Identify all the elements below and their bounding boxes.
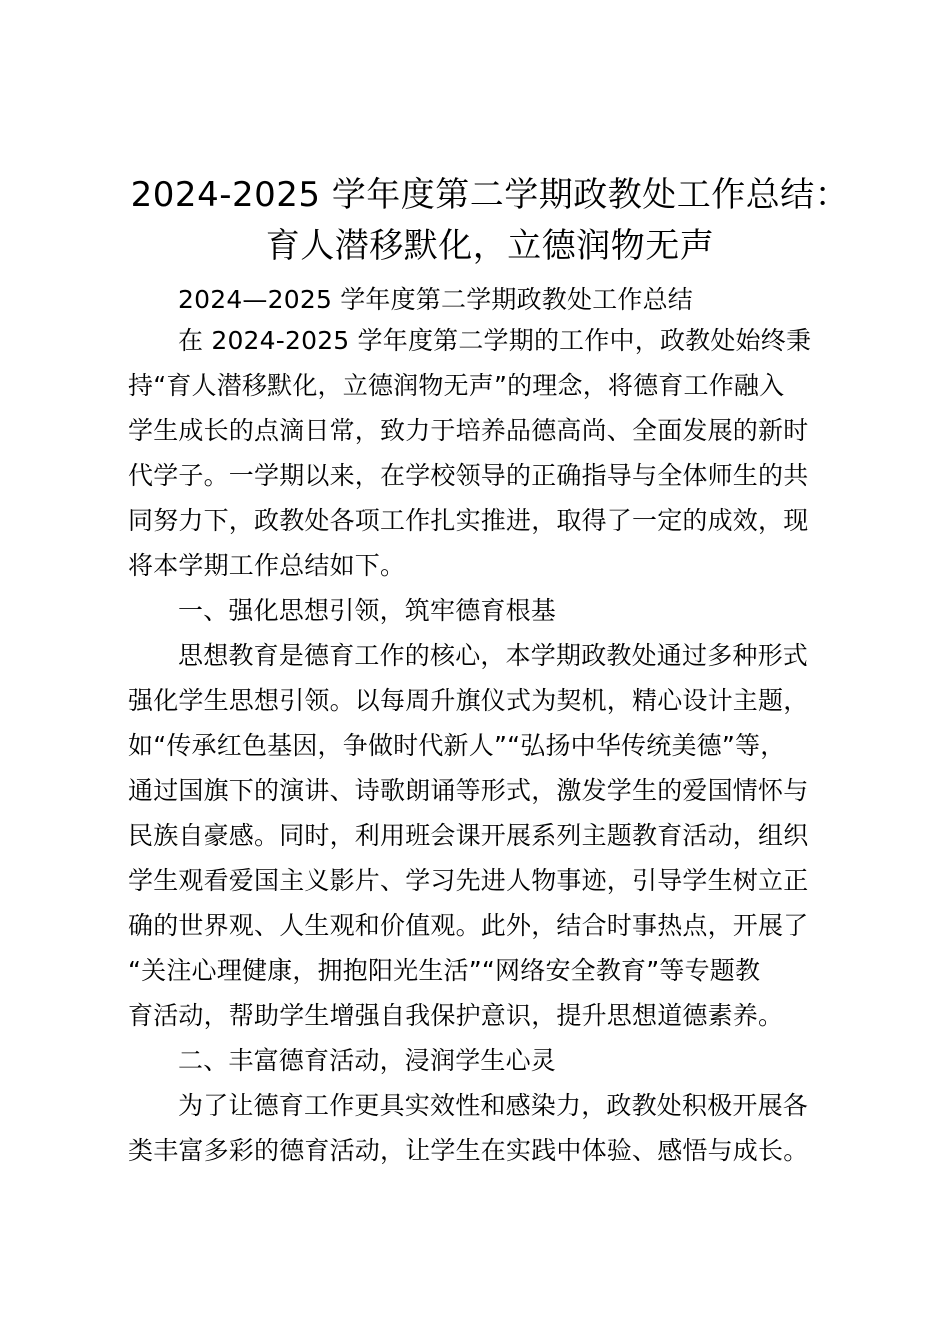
paragraph-line: 代学子。一学期以来，在学校领导的正确指导与全体师生的共 xyxy=(128,461,809,490)
section-heading: 一、强化思想引领，筑牢德育根基 xyxy=(178,596,557,625)
paragraph-line: 为了让德育工作更具实效性和感染力，政教处积极开展各 xyxy=(178,1091,809,1120)
paragraph-line: 确的世界观、人生观和价值观。此外，结合时事热点，开展了 xyxy=(128,911,809,940)
paragraph-line: 学生观看爱国主义影片、学习先进人物事迹，引导学生树立正 xyxy=(128,866,809,895)
paragraph-line: 通过国旗下的演讲、诗歌朗诵等形式，激发学生的爱国情怀与 xyxy=(128,776,809,805)
paragraph-line: 强化学生思想引领。以每周升旗仪式为契机，精心设计主题， xyxy=(128,686,809,715)
section-heading: 二、丰富德育活动，浸润学生心灵 xyxy=(178,1046,557,1075)
paragraph-line: “关注心理健康，拥抱阳光生活”“网络安全教育”等专题教 xyxy=(128,956,761,985)
paragraph-line: 在 2024-2025 学年度第二学期的工作中，政教处始终秉 xyxy=(178,326,812,355)
paragraph-line: 持“育人潜移默化，立德润物无声”的理念，将德育工作融入 xyxy=(128,371,785,400)
paragraph-line: 类丰富多彩的德育活动，让学生在实践中体验、感悟与成长。 xyxy=(128,1136,809,1165)
paragraph-line: 如“传承红色基因，争做时代新人”“弘扬中华传统美德”等， xyxy=(128,731,786,760)
paragraph-line: 育活动，帮助学生增强自我保护意识，提升思想道德素养。 xyxy=(128,1001,784,1030)
paragraph-line: 将本学期工作总结如下。 xyxy=(128,551,406,580)
document-subtitle: 2024—2025 学年度第二学期政教处工作总结 xyxy=(178,285,693,314)
paragraph-line: 民族自豪感。同时，利用班会课开展系列主题教育活动，组织 xyxy=(128,821,809,850)
document-title-line-2: 育人潜移默化，立德润物无声 xyxy=(265,226,715,266)
paragraph-line: 学生成长的点滴日常，致力于培养品德高尚、全面发展的新时 xyxy=(128,416,809,445)
paragraph-line: 思想教育是德育工作的核心，本学期政教处通过多种形式 xyxy=(178,641,809,670)
document-title-line-1: 2024-2025 学年度第二学期政教处工作总结： xyxy=(130,175,850,215)
paragraph-line: 同努力下，政教处各项工作扎实推进，取得了一定的成效，现 xyxy=(128,506,809,535)
